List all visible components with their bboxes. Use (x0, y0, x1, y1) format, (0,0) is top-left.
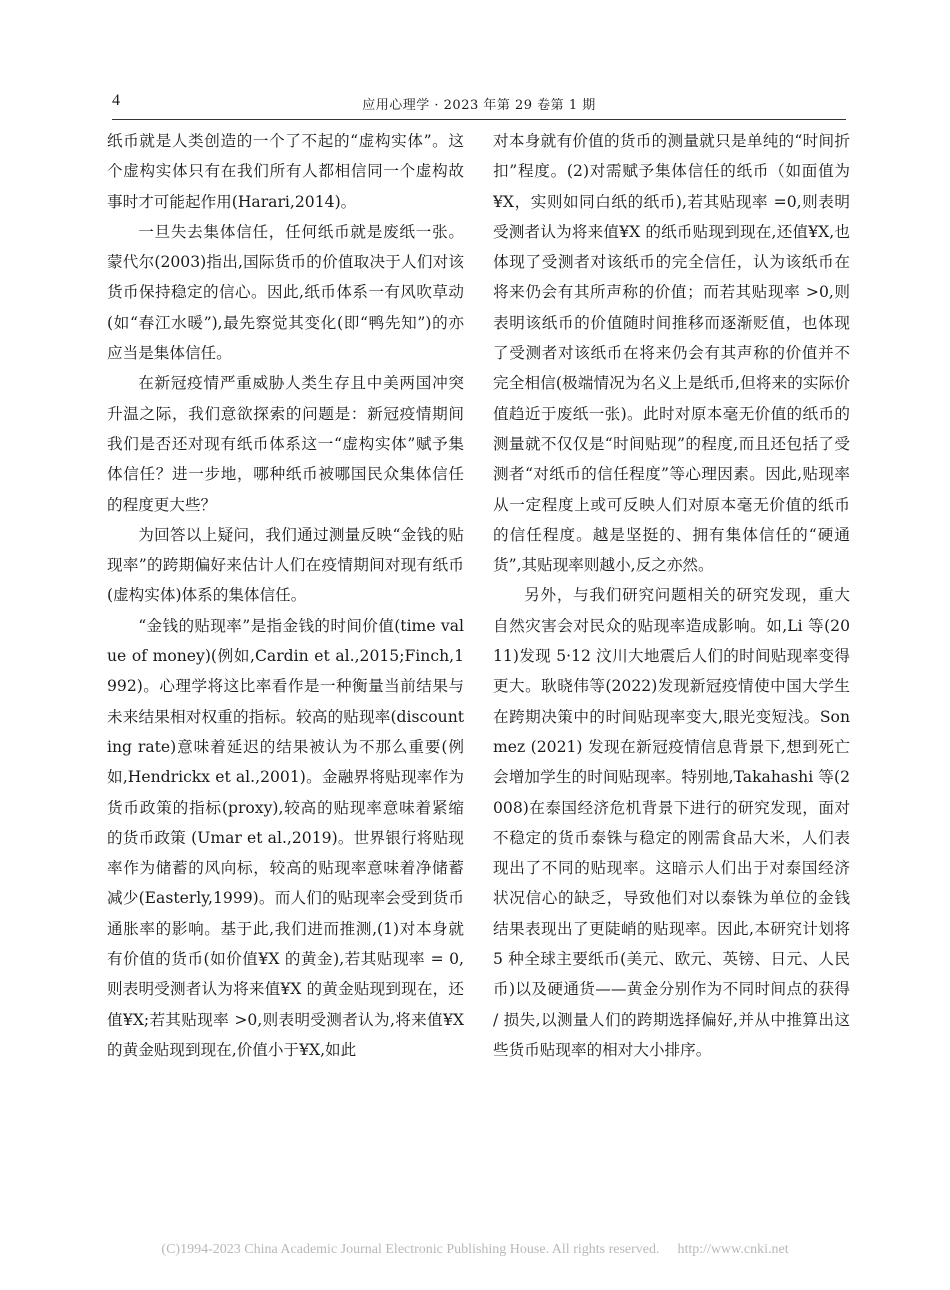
paragraph: 对本身就有价值的货币的测量就只是单纯的“时间折扣”程度。(2)对需赋予集体信任的纸币（如面值为¥X，实则如同白纸的纸币),若其贴现率 =0,则表明受测者认为将来值¥X 的纸币贴现到现在,还值¥X,也体现了受测者对该纸币的完全信任，认为该纸币在将来仍会有其所声称的价值；而若其贴现率 >0,则表明该纸币的价值随时间推移而逐渐贬值，也体现了受测者对该纸币在将来仍会有其声称的价值并不完全相信(极端情况为名义上是纸币,但将来的实际价值趋近于废纸一张)。此时对原本毫无价值的纸币的测量就不仅仅是“时间贴现”的程度,而且还包括了受测者“对纸币的信任程度”等心理因素。因此,贴现率从一定程度上或可反映人们对原本毫无价值的纸币的信任程度。越是坚挺的、拥有集体信任的“硬通货”,其贴现率则越小,反之亦然。 (493, 132, 850, 575)
copyright-footer (0, 1242, 950, 1258)
journal-title: 应用心理学 · 2023 年第 29 卷第 1 期 (362, 98, 596, 113)
paragraph: 纸币就是人类创造的一个了不起的“虚构实体”。这个虚构实体只有在我们所有人都相信同一个虚构故事时才可能起作用(Harari,2014)。 (107, 132, 464, 211)
paragraph: 为回答以上疑问，我们通过测量反映“金钱的贴现率”的跨期偏好来估计人们在疫情期间对现有纸币(虚构实体)体系的集体信任。 (107, 525, 464, 605)
paragraph: 一旦失去集体信任，任何纸币就是废纸一张。蒙代尔(2003)指出,国际货币的价值取决于人们对该货币保持稳定的信心。因此,纸币体系一有风吹草动(如“春江水暖”),最先察觉其变化(即“鸭先知”)的亦应当是集体信任。 (107, 222, 464, 363)
page-number: 4 (112, 92, 120, 109)
left-column (107, 126, 464, 1065)
copyright-text: (C)1994-2023 China Academic Journal Electronic Publishing House. All rights reserved. (161, 1242, 660, 1257)
footer-url[interactable]: http://www.cnki.net (677, 1242, 789, 1257)
paragraph: 在新冠疫情严重威胁人类生存且中美两国冲突升温之际，我们意欲探索的问题是：新冠疫情期间我们是否还对现有纸币体系这一“虚构实体”赋予集体信任？进一步地，哪种纸币被哪国民众集体信任的程度更大些？ (107, 374, 464, 514)
paragraph: “金钱的贴现率”是指金钱的时间价值(time value of money)(例如,Cardin et al.,2015;Finch,1992)。心理学将这比率看作是一种衡量当前结果与未来结果相对权重的指标。较高的贴现率(discounting rate)意味着延迟的结果被认为不那么重要(例如,Hendrickx et al.,2001)。金融界将贴现率作为货币政策的指标(proxy),较高的贴现率意味着紧缩的货币政策 (Umar et al.,2019)。世界银行将贴现率作为储蓄的风向标，较高的贴现率意味着净储蓄减少(Easterly,1999)。而人们的贴现率会受到货币通胀率的影响。基于此,我们进而推测,(1)对本身就有价值的货币(如价值¥X 的黄金),若其贴现率 = 0,则表明受测者认为将来值¥X 的黄金贴现到现在，还值¥X;若其贴现率 >0,则表明受测者认为,将来值¥X 的黄金贴现到现在,价值小于¥X,如此 (107, 616, 464, 1059)
page-header (112, 92, 846, 116)
right-column (493, 126, 850, 1065)
header-rule (112, 119, 846, 120)
paragraph: 另外，与我们研究问题相关的研究发现，重大自然灾害会对民众的贴现率造成影响。如,Li 等(2011)发现 5·12 汶川大地震后人们的时间贴现率变得更大。耿晓伟等(2022)发现新冠疫情使中国大学生在跨期决策中的时间贴现率变大,眼光变短浅。Sonmez (2021) 发现在新冠疫情信息背景下,想到死亡会增加学生的时间贴现率。特别地,Takahashi 等(2008)在泰国经济危机背景下进行的研究发现，面对不稳定的货币泰铢与稳定的刚需食品大米，人们表现出了不同的贴现率。这暗示人们出于对泰国经济状况信心的缺乏，导致他们对以泰铢为单位的金钱结果表现出了更陡峭的贴现率。因此,本研究计划将 5 种全球主要纸币(美元、欧元、英镑、日元、人民币)以及硬通货——黄金分别作为不同时间点的获得 / 损失,以测量人们的跨期选择偏好,并从中推算出这些货币贴现率的相对大小排序。 (493, 586, 850, 1059)
